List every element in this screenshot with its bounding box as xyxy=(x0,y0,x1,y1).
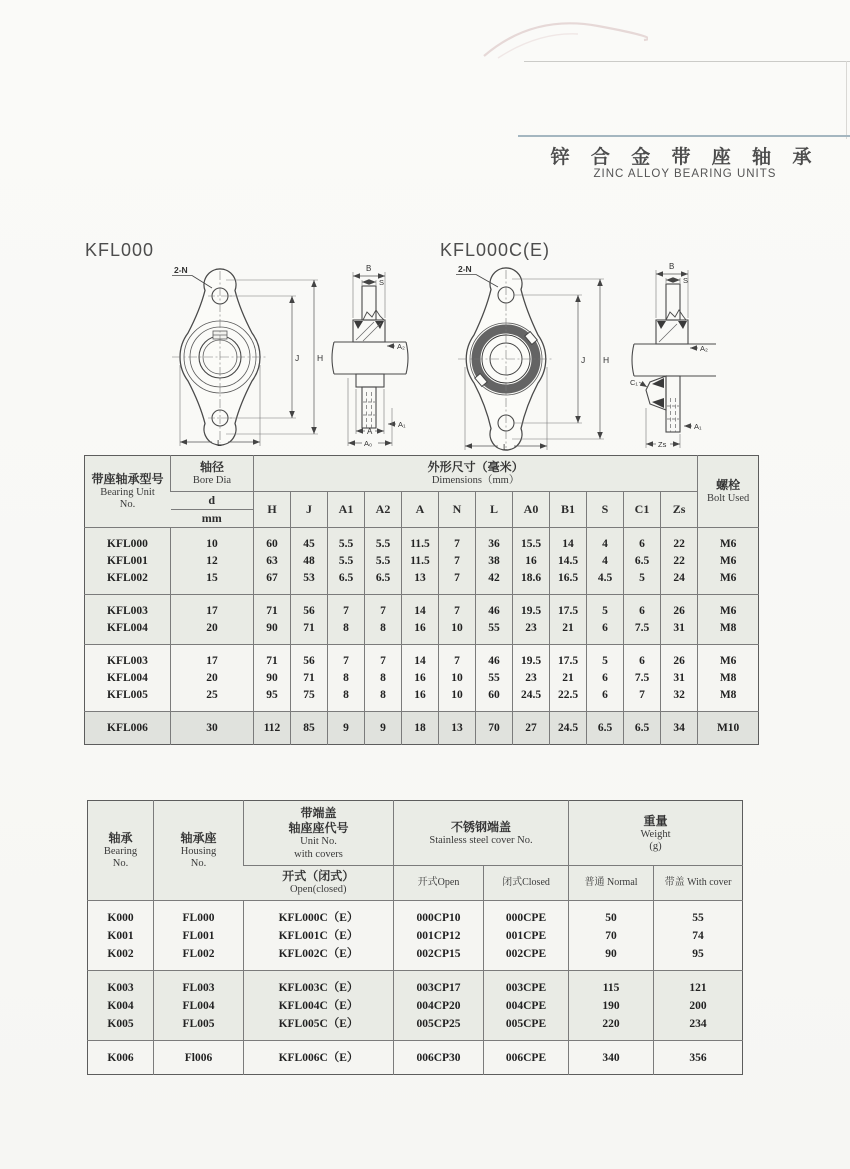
col-header-unit-en2: with covers xyxy=(294,848,343,860)
value-cell: 7 xyxy=(365,644,402,670)
value-cell: 24.5 xyxy=(550,711,587,744)
value-cell: 11.5 xyxy=(402,553,439,570)
table-row xyxy=(88,927,743,945)
col-header-S: S xyxy=(587,491,624,527)
value-cell: 5.5 xyxy=(328,553,365,570)
value-cell: FL003 xyxy=(154,970,244,997)
value-cell: M6 xyxy=(698,527,759,553)
value-cell: 340 xyxy=(569,1040,654,1074)
col-header-C1: C1 xyxy=(624,491,661,527)
value-cell: 14 xyxy=(550,527,587,553)
value-cell: FL004 xyxy=(154,997,244,1015)
col-header-unit-no xyxy=(85,456,171,528)
col-header-A: A xyxy=(402,491,439,527)
col-header-dims-zh: 外形尺寸（毫米） xyxy=(427,460,524,474)
col-header-ss-cover xyxy=(394,801,569,866)
col-header-housing-zh: 轴承座 xyxy=(180,830,217,845)
value-cell: 42 xyxy=(476,570,513,595)
value-cell: 70 xyxy=(476,711,513,744)
value-cell: 21 xyxy=(550,670,587,687)
value-cell: 5.5 xyxy=(365,527,402,553)
value-cell: 15.5 xyxy=(513,527,550,553)
value-cell: 16.5 xyxy=(550,570,587,595)
value-cell: 21 xyxy=(550,620,587,645)
value-cell: 234 xyxy=(654,1015,743,1041)
value-cell: 190 xyxy=(569,997,654,1015)
value-cell: 19.5 xyxy=(513,644,550,670)
value-cell: 7 xyxy=(365,594,402,620)
technical-drawing-kfl000 xyxy=(148,258,413,453)
value-cell: 356 xyxy=(654,1040,743,1074)
value-cell: 19.5 xyxy=(513,594,550,620)
value-cell: 25 xyxy=(171,687,254,712)
col-header-unit-en2: No. xyxy=(119,499,136,511)
label-a1: A₁ xyxy=(694,422,702,431)
value-cell: 53 xyxy=(291,570,328,595)
col-header-open: 开式Open xyxy=(394,866,484,901)
label-h: H xyxy=(317,353,324,363)
value-cell: 75 xyxy=(291,687,328,712)
value-cell: 8 xyxy=(328,670,365,687)
value-cell: 7 xyxy=(624,687,661,712)
col-header-housing-no xyxy=(154,801,244,901)
value-cell: 95 xyxy=(654,945,743,971)
value-cell: 17 xyxy=(171,644,254,670)
col-header-J: J xyxy=(291,491,328,527)
row-label-cell: K001 xyxy=(88,927,154,945)
label-zs: Zs xyxy=(658,440,667,449)
units-weights-table-body xyxy=(88,900,743,1074)
value-cell: 16 xyxy=(402,670,439,687)
col-header-N: N xyxy=(439,491,476,527)
col-header-unit-zh1: 带端盖 xyxy=(300,806,337,820)
value-cell: 5.5 xyxy=(365,553,402,570)
value-cell: M8 xyxy=(698,670,759,687)
value-cell: 63 xyxy=(254,553,291,570)
page-title-zh: 锌 合 金 带 座 轴 承 xyxy=(550,147,820,168)
col-header-weight-en: Weight xyxy=(640,828,671,840)
col-header-bearing-no-en: No. xyxy=(112,858,129,870)
title-rule xyxy=(518,135,850,137)
value-cell: 56 xyxy=(291,644,328,670)
label-s: S xyxy=(379,278,385,287)
value-cell: 18.6 xyxy=(513,570,550,595)
label-j: J xyxy=(295,353,300,363)
col-header-B1: B1 xyxy=(550,491,587,527)
col-header-bolt-zh: 螺栓 xyxy=(716,478,741,492)
scan-artifact-edge xyxy=(846,61,847,139)
value-cell: Fl006 xyxy=(154,1040,244,1074)
col-header-cover-zh: 不锈钢端盖 xyxy=(451,819,512,834)
value-cell: 23 xyxy=(513,670,550,687)
value-cell: 5 xyxy=(587,594,624,620)
value-cell: KFL006C（E） xyxy=(244,1040,394,1074)
col-header-unit-en1: Bearing Unit xyxy=(100,486,155,498)
value-cell: 7 xyxy=(439,570,476,595)
col-header-unit-zh: 带座轴承型号 xyxy=(91,471,164,486)
label-c1: C₁ xyxy=(630,378,638,387)
table-row xyxy=(85,620,759,645)
value-cell: M6 xyxy=(698,570,759,595)
dimensions-table xyxy=(84,455,759,745)
value-cell: 005CP25 xyxy=(394,1015,484,1041)
value-cell: 34 xyxy=(661,711,698,744)
table-row xyxy=(85,687,759,712)
label-s: S xyxy=(683,276,689,285)
value-cell: 10 xyxy=(439,670,476,687)
value-cell: 7 xyxy=(439,644,476,670)
label-l: L xyxy=(503,442,508,452)
value-cell: 56 xyxy=(291,594,328,620)
value-cell: 14 xyxy=(402,644,439,670)
value-cell: 4 xyxy=(587,553,624,570)
value-cell: 24.5 xyxy=(513,687,550,712)
value-cell: 9 xyxy=(328,711,365,744)
row-label-cell: KFL003 xyxy=(85,644,171,670)
value-cell: 27 xyxy=(513,711,550,744)
row-label-cell: KFL006 xyxy=(85,711,171,744)
col-header-with-cover: 带盖 With cover xyxy=(654,866,743,901)
col-header-L: L xyxy=(476,491,513,527)
value-cell: KFL005C（E） xyxy=(244,1015,394,1041)
row-label-cell: K006 xyxy=(88,1040,154,1074)
table-row xyxy=(85,711,759,744)
value-cell: 7 xyxy=(328,594,365,620)
value-cell: 71 xyxy=(291,620,328,645)
scan-artifact-arc xyxy=(478,12,648,67)
value-cell: 8 xyxy=(365,687,402,712)
table-row xyxy=(85,527,759,553)
value-cell: 31 xyxy=(661,670,698,687)
value-cell: 38 xyxy=(476,553,513,570)
row-label-cell: K003 xyxy=(88,970,154,997)
col-header-cover-en: Stainless steel cover No. xyxy=(429,834,533,846)
row-label-cell: KFL004 xyxy=(85,670,171,687)
value-cell: 6 xyxy=(624,594,661,620)
value-cell: 10 xyxy=(171,527,254,553)
value-cell: 90 xyxy=(569,945,654,971)
value-cell: 8 xyxy=(365,620,402,645)
value-cell: M6 xyxy=(698,594,759,620)
col-header-housing-en: Housing xyxy=(180,845,217,857)
row-label-cell: KFL004 xyxy=(85,620,171,645)
value-cell: 74 xyxy=(654,927,743,945)
value-cell: 13 xyxy=(402,570,439,595)
col-header-open-closed xyxy=(244,866,394,901)
value-cell: M6 xyxy=(698,553,759,570)
value-cell: 7 xyxy=(439,527,476,553)
value-cell: 6.5 xyxy=(624,553,661,570)
value-cell: 006CP30 xyxy=(394,1040,484,1074)
col-header-dimensions xyxy=(254,456,698,492)
col-header-d: d xyxy=(171,491,254,509)
table-row xyxy=(85,570,759,595)
row-label-cell: KFL001 xyxy=(85,553,171,570)
value-cell: M10 xyxy=(698,711,759,744)
value-cell: 16 xyxy=(402,687,439,712)
row-label-cell: K005 xyxy=(88,1015,154,1041)
label-a1: A₁ xyxy=(398,420,406,429)
value-cell: 71 xyxy=(291,670,328,687)
diagram-caption-kfl000ce: KFL000C(E) xyxy=(440,240,551,260)
dimensions-table-body xyxy=(85,527,759,744)
label-2n: 2-N xyxy=(458,264,472,274)
col-header-unit-zh2: 轴座座代号 xyxy=(288,821,349,835)
value-cell: 31 xyxy=(661,620,698,645)
value-cell: 13 xyxy=(439,711,476,744)
col-header-H: H xyxy=(254,491,291,527)
value-cell: KFL002C（E） xyxy=(244,945,394,971)
value-cell: 22.5 xyxy=(550,687,587,712)
value-cell: 6.5 xyxy=(587,711,624,744)
value-cell: 6 xyxy=(624,527,661,553)
table-row xyxy=(85,553,759,570)
col-header-housing-no-en: No. xyxy=(190,858,207,870)
row-label-cell: K000 xyxy=(88,900,154,927)
page-title-en: ZINC ALLOY BEARING UNITS xyxy=(593,168,777,180)
value-cell: 46 xyxy=(476,594,513,620)
value-cell: 004CP20 xyxy=(394,997,484,1015)
value-cell: 70 xyxy=(569,927,654,945)
col-header-closed: 闭式Closed xyxy=(484,866,569,901)
table-row xyxy=(85,594,759,620)
table-row xyxy=(85,644,759,670)
row-label-cell: KFL003 xyxy=(85,594,171,620)
value-cell: KFL003C（E） xyxy=(244,970,394,997)
value-cell: 8 xyxy=(365,670,402,687)
value-cell: 12 xyxy=(171,553,254,570)
value-cell: 6 xyxy=(587,670,624,687)
col-header-open-closed-zh: 开式（闭式） xyxy=(282,869,355,883)
value-cell: 7 xyxy=(439,553,476,570)
value-cell: 17.5 xyxy=(550,644,587,670)
value-cell: 4 xyxy=(587,527,624,553)
label-j: J xyxy=(581,355,586,365)
value-cell: 5 xyxy=(624,570,661,595)
col-header-normal: 普通 Normal xyxy=(569,866,654,901)
row-label-cell: K004 xyxy=(88,997,154,1015)
value-cell: 000CPE xyxy=(484,900,569,927)
value-cell: 32 xyxy=(661,687,698,712)
value-cell: KFL000C（E） xyxy=(244,900,394,927)
row-label-cell: KFL002 xyxy=(85,570,171,595)
value-cell: 005CPE xyxy=(484,1015,569,1041)
col-header-bearing-zh: 轴承 xyxy=(108,830,133,845)
col-header-weight xyxy=(569,801,743,866)
label-a: A xyxy=(367,427,373,436)
col-header-bore xyxy=(171,456,254,492)
value-cell: FL005 xyxy=(154,1015,244,1041)
label-a0: A₀ xyxy=(364,439,373,448)
value-cell: 6.5 xyxy=(365,570,402,595)
col-header-bearing-en: Bearing xyxy=(103,845,138,857)
value-cell: KFL001C（E） xyxy=(244,927,394,945)
value-cell: 16 xyxy=(402,620,439,645)
value-cell: 4.5 xyxy=(587,570,624,595)
value-cell: 7.5 xyxy=(624,620,661,645)
value-cell: 9 xyxy=(365,711,402,744)
label-b: B xyxy=(669,262,675,271)
value-cell: KFL004C（E） xyxy=(244,997,394,1015)
value-cell: 003CPE xyxy=(484,970,569,997)
col-header-bearing-no xyxy=(88,801,154,901)
value-cell: 5.5 xyxy=(328,527,365,553)
value-cell: 55 xyxy=(476,670,513,687)
value-cell: 71 xyxy=(254,594,291,620)
value-cell: 60 xyxy=(254,527,291,553)
value-cell: 20 xyxy=(171,620,254,645)
value-cell: 48 xyxy=(291,553,328,570)
value-cell: 5 xyxy=(587,644,624,670)
value-cell: FL002 xyxy=(154,945,244,971)
diagram-caption-kfl000: KFL000 xyxy=(85,240,155,260)
value-cell: 22 xyxy=(661,553,698,570)
value-cell: 17 xyxy=(171,594,254,620)
col-header-bolt xyxy=(698,456,759,528)
scan-artifact-line xyxy=(524,61,850,62)
table-row xyxy=(88,900,743,927)
col-header-bolt-en: Bolt Used xyxy=(706,493,750,504)
value-cell: M6 xyxy=(698,644,759,670)
col-header-mm: mm xyxy=(171,509,254,527)
value-cell: 24 xyxy=(661,570,698,595)
value-cell: 55 xyxy=(476,620,513,645)
table-row xyxy=(88,970,743,997)
value-cell: 6 xyxy=(587,687,624,712)
value-cell: 95 xyxy=(254,687,291,712)
label-l: L xyxy=(217,438,222,448)
value-cell: 112 xyxy=(254,711,291,744)
value-cell: 26 xyxy=(661,644,698,670)
col-header-open-closed-en: Open(closed) xyxy=(289,884,347,895)
col-header-dims-en: Dimensions（mm） xyxy=(431,475,520,486)
col-header-Zs: Zs xyxy=(661,491,698,527)
value-cell: 46 xyxy=(476,644,513,670)
value-cell: 26 xyxy=(661,594,698,620)
col-header-bore-zh: 轴径 xyxy=(199,460,224,474)
technical-drawing-kfl000ce xyxy=(428,258,718,453)
col-header-A2: A2 xyxy=(365,491,402,527)
value-cell: M8 xyxy=(698,620,759,645)
col-header-weight-g: (g) xyxy=(649,841,662,852)
value-cell: 004CPE xyxy=(484,997,569,1015)
value-cell: 7 xyxy=(328,644,365,670)
value-cell: 001CP12 xyxy=(394,927,484,945)
value-cell: 7 xyxy=(439,594,476,620)
value-cell: 16 xyxy=(513,553,550,570)
col-header-bore-en: Bore Dia xyxy=(192,475,232,486)
table-row xyxy=(88,1015,743,1041)
value-cell: 55 xyxy=(654,900,743,927)
value-cell: 002CPE xyxy=(484,945,569,971)
value-cell: 20 xyxy=(171,670,254,687)
value-cell: 90 xyxy=(254,620,291,645)
value-cell: 115 xyxy=(569,970,654,997)
row-label-cell: K002 xyxy=(88,945,154,971)
label-h: H xyxy=(603,355,610,365)
table-row xyxy=(88,945,743,971)
value-cell: 22 xyxy=(661,527,698,553)
value-cell: 8 xyxy=(328,620,365,645)
value-cell: 11.5 xyxy=(402,527,439,553)
value-cell: 14.5 xyxy=(550,553,587,570)
value-cell: 36 xyxy=(476,527,513,553)
label-a2: A₂ xyxy=(700,344,708,353)
col-header-weight-zh: 重量 xyxy=(643,813,668,828)
value-cell: 006CPE xyxy=(484,1040,569,1074)
col-header-unit-en1: Unit No. xyxy=(300,836,337,847)
value-cell: 220 xyxy=(569,1015,654,1041)
value-cell: 23 xyxy=(513,620,550,645)
value-cell: 10 xyxy=(439,620,476,645)
value-cell: FL001 xyxy=(154,927,244,945)
value-cell: 003CP17 xyxy=(394,970,484,997)
col-header-A1: A1 xyxy=(328,491,365,527)
value-cell: 50 xyxy=(569,900,654,927)
value-cell: 6 xyxy=(624,644,661,670)
value-cell: 18 xyxy=(402,711,439,744)
value-cell: 90 xyxy=(254,670,291,687)
value-cell: 6.5 xyxy=(624,711,661,744)
value-cell: 14 xyxy=(402,594,439,620)
value-cell: 67 xyxy=(254,570,291,595)
label-a2: A₂ xyxy=(397,342,405,351)
value-cell: 85 xyxy=(291,711,328,744)
value-cell: 200 xyxy=(654,997,743,1015)
col-header-A0: A0 xyxy=(513,491,550,527)
col-header-unit-with-covers xyxy=(244,801,394,866)
label-2n: 2-N xyxy=(174,265,188,275)
value-cell: 002CP15 xyxy=(394,945,484,971)
table-row xyxy=(85,670,759,687)
value-cell: 7.5 xyxy=(624,670,661,687)
value-cell: 15 xyxy=(171,570,254,595)
table-row xyxy=(88,997,743,1015)
row-label-cell: KFL005 xyxy=(85,687,171,712)
table-row xyxy=(88,1040,743,1074)
value-cell: 30 xyxy=(171,711,254,744)
value-cell: 001CPE xyxy=(484,927,569,945)
value-cell: 45 xyxy=(291,527,328,553)
value-cell: 71 xyxy=(254,644,291,670)
value-cell: 10 xyxy=(439,687,476,712)
value-cell: 17.5 xyxy=(550,594,587,620)
label-b: B xyxy=(366,264,372,273)
units-weights-table xyxy=(87,800,743,1075)
value-cell: 8 xyxy=(328,687,365,712)
value-cell: FL000 xyxy=(154,900,244,927)
value-cell: 6 xyxy=(587,620,624,645)
value-cell: 6.5 xyxy=(328,570,365,595)
value-cell: 60 xyxy=(476,687,513,712)
value-cell: 000CP10 xyxy=(394,900,484,927)
row-label-cell: KFL000 xyxy=(85,527,171,553)
value-cell: 121 xyxy=(654,970,743,997)
value-cell: M8 xyxy=(698,687,759,712)
